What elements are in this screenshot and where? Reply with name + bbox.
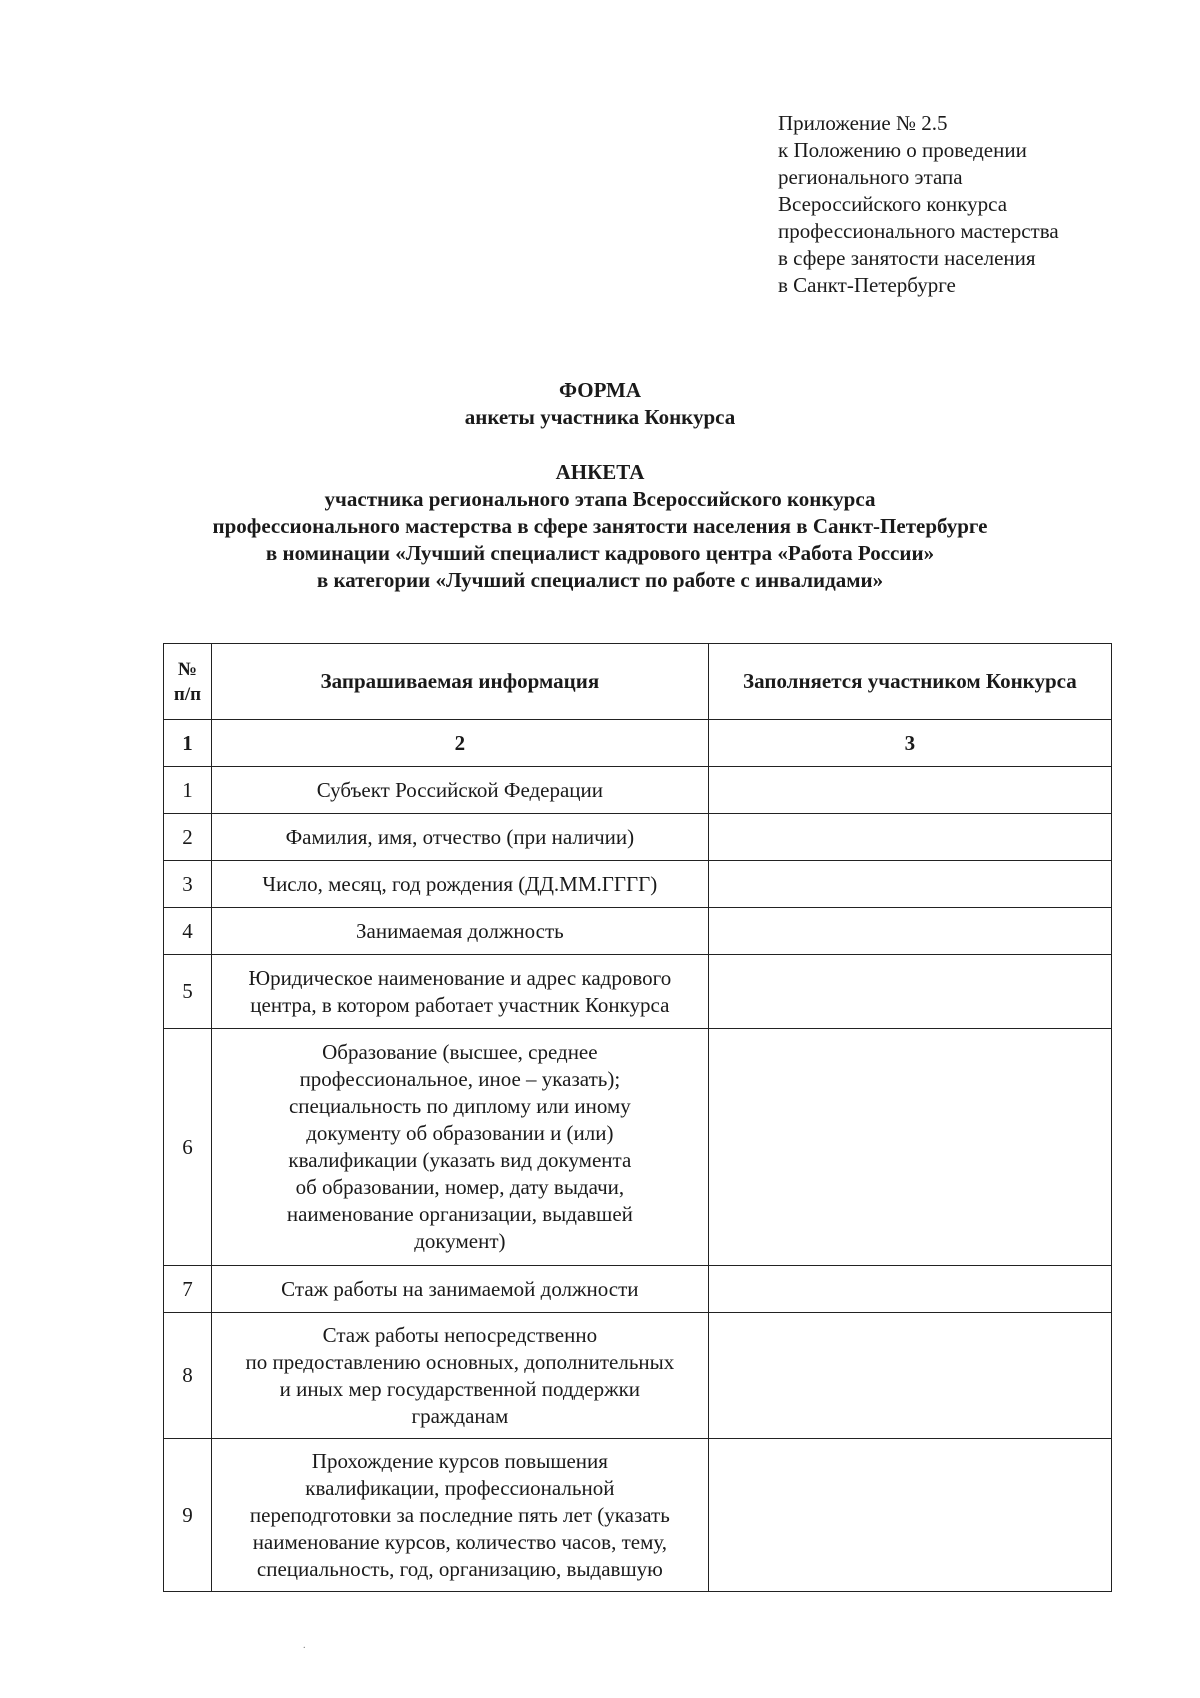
- appendix-line: регионального этапа: [778, 165, 963, 189]
- question-line: по предоставлению основных, дополнительных: [245, 1349, 675, 1374]
- row-question: [211, 814, 708, 861]
- question-line: специальность, год, организацию, выдавшую: [256, 1556, 663, 1581]
- anketa-title-line: АНКЕТА: [555, 460, 645, 484]
- answer-cell[interactable]: [708, 1266, 1111, 1313]
- appendix-line: профессионального мастерства: [778, 219, 1059, 243]
- anketa-title: [0, 459, 1200, 594]
- appendix-line: Приложение № 2.5: [778, 111, 948, 135]
- header-requested-info: Запрашиваемая информация: [211, 644, 708, 720]
- question-line: специальность по диплому или иному: [288, 1094, 631, 1118]
- question-line: и иных мер государственной поддержки: [279, 1376, 641, 1401]
- question-line: документу об образовании и (или): [306, 1121, 614, 1145]
- row-question: [211, 1313, 708, 1439]
- question-line: Стаж работы непосредственно: [322, 1322, 598, 1347]
- column-number-row: [164, 720, 1112, 767]
- question-line: Фамилия, имя, отчество (при наличии): [285, 824, 635, 849]
- table-row: [164, 1313, 1112, 1439]
- answer-cell[interactable]: [708, 1313, 1111, 1439]
- anketa-title-line: профессионального мастерства в сфере занятости населения в Санкт-Петербурге: [212, 514, 988, 538]
- questionnaire-table: [163, 643, 1112, 1592]
- appendix-line: в сфере занятости населения: [778, 246, 1036, 270]
- row-question: [211, 1439, 708, 1592]
- table-row: [164, 861, 1112, 908]
- form-subtitle-line: анкеты участника Конкурса: [464, 405, 736, 429]
- row-number: 9: [164, 1439, 212, 1592]
- table-row: [164, 1029, 1112, 1266]
- appendix-line: в Санкт-Петербурге: [778, 273, 956, 297]
- row-number: 5: [164, 955, 212, 1029]
- header-number-label: п/п: [173, 683, 202, 705]
- header-number-symbol: №: [177, 658, 198, 680]
- answer-cell[interactable]: [708, 1439, 1111, 1592]
- scan-mark: .: [303, 1640, 306, 1651]
- row-number: 6: [164, 1029, 212, 1266]
- row-number: 8: [164, 1313, 212, 1439]
- question-line: квалификации, профессиональной: [305, 1475, 615, 1500]
- question-line: переподготовки за последние пять лет (указать: [249, 1502, 670, 1527]
- question-line: Образование (высшее, среднее: [322, 1040, 598, 1064]
- appendix-line: Всероссийского конкурса: [778, 192, 1008, 216]
- anketa-title-line: участника регионального этапа Всероссийского конкурса: [324, 487, 876, 511]
- header-number: [164, 644, 212, 720]
- question-line: Прохождение курсов повышения: [311, 1448, 608, 1473]
- answer-cell[interactable]: [708, 1029, 1111, 1266]
- table-header-row: [164, 644, 1112, 720]
- appendix-reference: [778, 110, 1178, 299]
- appendix-line: к Положению о проведении: [778, 138, 1027, 162]
- header-filled-by-participant: Заполняется участником Конкурса: [708, 644, 1111, 720]
- row-question: [211, 955, 708, 1029]
- question-line: наименование организации, выдавшей: [286, 1202, 633, 1226]
- question-line: гражданам: [411, 1403, 509, 1428]
- form-title: [0, 377, 1200, 431]
- question-line: наименование курсов, количество часов, тему,: [252, 1529, 668, 1554]
- row-number: 3: [164, 861, 212, 908]
- question-line: квалификации (указать вид документа: [288, 1148, 632, 1172]
- row-question: [211, 1266, 708, 1313]
- question-line: Юридическое наименование и адрес кадрового: [248, 965, 672, 990]
- row-question: [211, 767, 708, 814]
- answer-cell[interactable]: [708, 908, 1111, 955]
- answer-cell[interactable]: [708, 861, 1111, 908]
- answer-cell[interactable]: [708, 955, 1111, 1029]
- question-line: профессиональное, иное – указать);: [299, 1067, 621, 1091]
- column-number: 3: [708, 720, 1111, 767]
- table-row: [164, 1266, 1112, 1313]
- question-line: об образовании, номер, дату выдачи,: [295, 1175, 625, 1199]
- question-line: Стаж работы на занимаемой должности: [281, 1276, 639, 1301]
- question-line: документ): [414, 1229, 506, 1253]
- form-title-line: ФОРМА: [558, 378, 642, 402]
- column-number: 2: [211, 720, 708, 767]
- table-row: [164, 908, 1112, 955]
- question-line: центра, в котором работает участник Конкурса: [250, 992, 670, 1017]
- anketa-title-line: в категории «Лучший специалист по работе с инвалидами»: [316, 568, 884, 592]
- table-row: [164, 814, 1112, 861]
- question-line: Субъект Российской Федерации: [316, 777, 604, 802]
- anketa-title-line: в номинации «Лучший специалист кадрового центра «Работа России»: [265, 541, 935, 565]
- row-question: [211, 908, 708, 955]
- row-question: [211, 861, 708, 908]
- answer-cell[interactable]: [708, 814, 1111, 861]
- row-number: 2: [164, 814, 212, 861]
- answer-cell[interactable]: [708, 767, 1111, 814]
- question-line: Число, месяц, год рождения (ДД.ММ.ГГГГ): [262, 871, 658, 896]
- table-row: [164, 1439, 1112, 1592]
- table-row: [164, 955, 1112, 1029]
- column-number: 1: [164, 720, 212, 767]
- row-question: [211, 1029, 708, 1266]
- row-number: 4: [164, 908, 212, 955]
- table-row: [164, 767, 1112, 814]
- row-number: 7: [164, 1266, 212, 1313]
- row-number: 1: [164, 767, 212, 814]
- question-line: Занимаемая должность: [356, 918, 564, 943]
